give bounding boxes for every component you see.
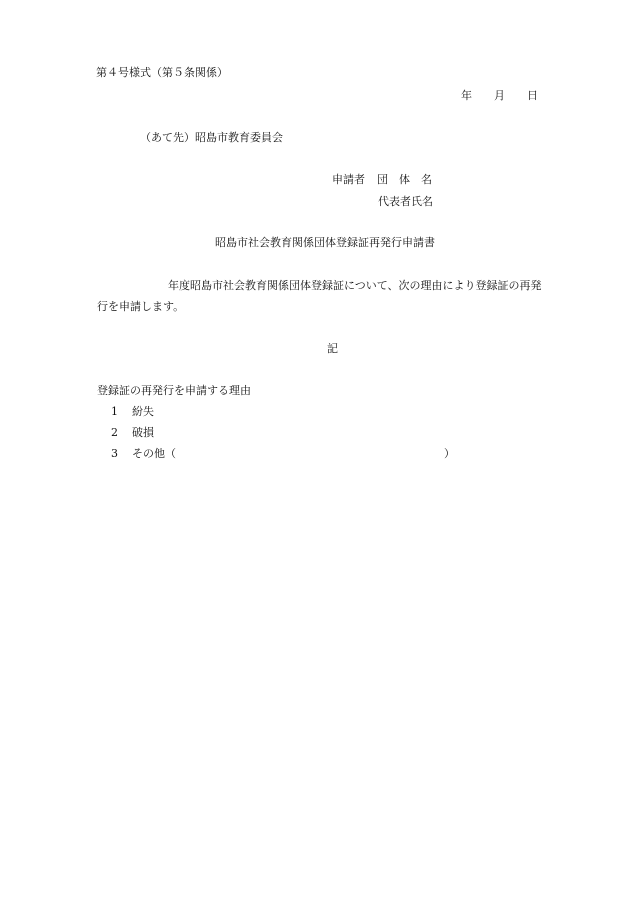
applicant-label: 申請者	[332, 173, 365, 186]
month-label: 月	[494, 89, 505, 102]
reason-number: 1	[111, 405, 118, 418]
addressee: （あて先）昭島市教育委員会	[140, 131, 283, 144]
body-text-line-1: 年度昭島市社会教育関係団体登録証について、次の理由により登録証の再発	[168, 279, 542, 292]
year-label: 年	[461, 89, 472, 102]
other-close-paren: ）	[444, 447, 455, 460]
date-line	[461, 89, 538, 102]
reason-item-damaged	[111, 426, 154, 439]
reason-number: 2	[111, 426, 118, 439]
document-title: 昭島市社会教育関係団体登録証再発行申請書	[215, 236, 435, 249]
ki-heading: 記	[327, 342, 338, 355]
representative-name-label: 代表者氏名	[378, 195, 433, 208]
body-text-line-2: 行を申請します。	[97, 300, 185, 313]
applicant-line	[332, 173, 432, 186]
reason-text: その他（	[132, 447, 176, 460]
group-name-label: 団 体 名	[377, 173, 432, 186]
reason-item-lost	[111, 405, 154, 418]
form-number-label: 第４号様式（第５条関係）	[96, 66, 228, 79]
reason-text: 破損	[132, 426, 154, 439]
reasons-heading: 登録証の再発行を申請する理由	[97, 384, 251, 397]
reason-item-other	[111, 447, 455, 460]
reason-text: 紛失	[132, 405, 154, 418]
reason-number: 3	[111, 447, 118, 460]
day-label: 日	[527, 89, 538, 102]
